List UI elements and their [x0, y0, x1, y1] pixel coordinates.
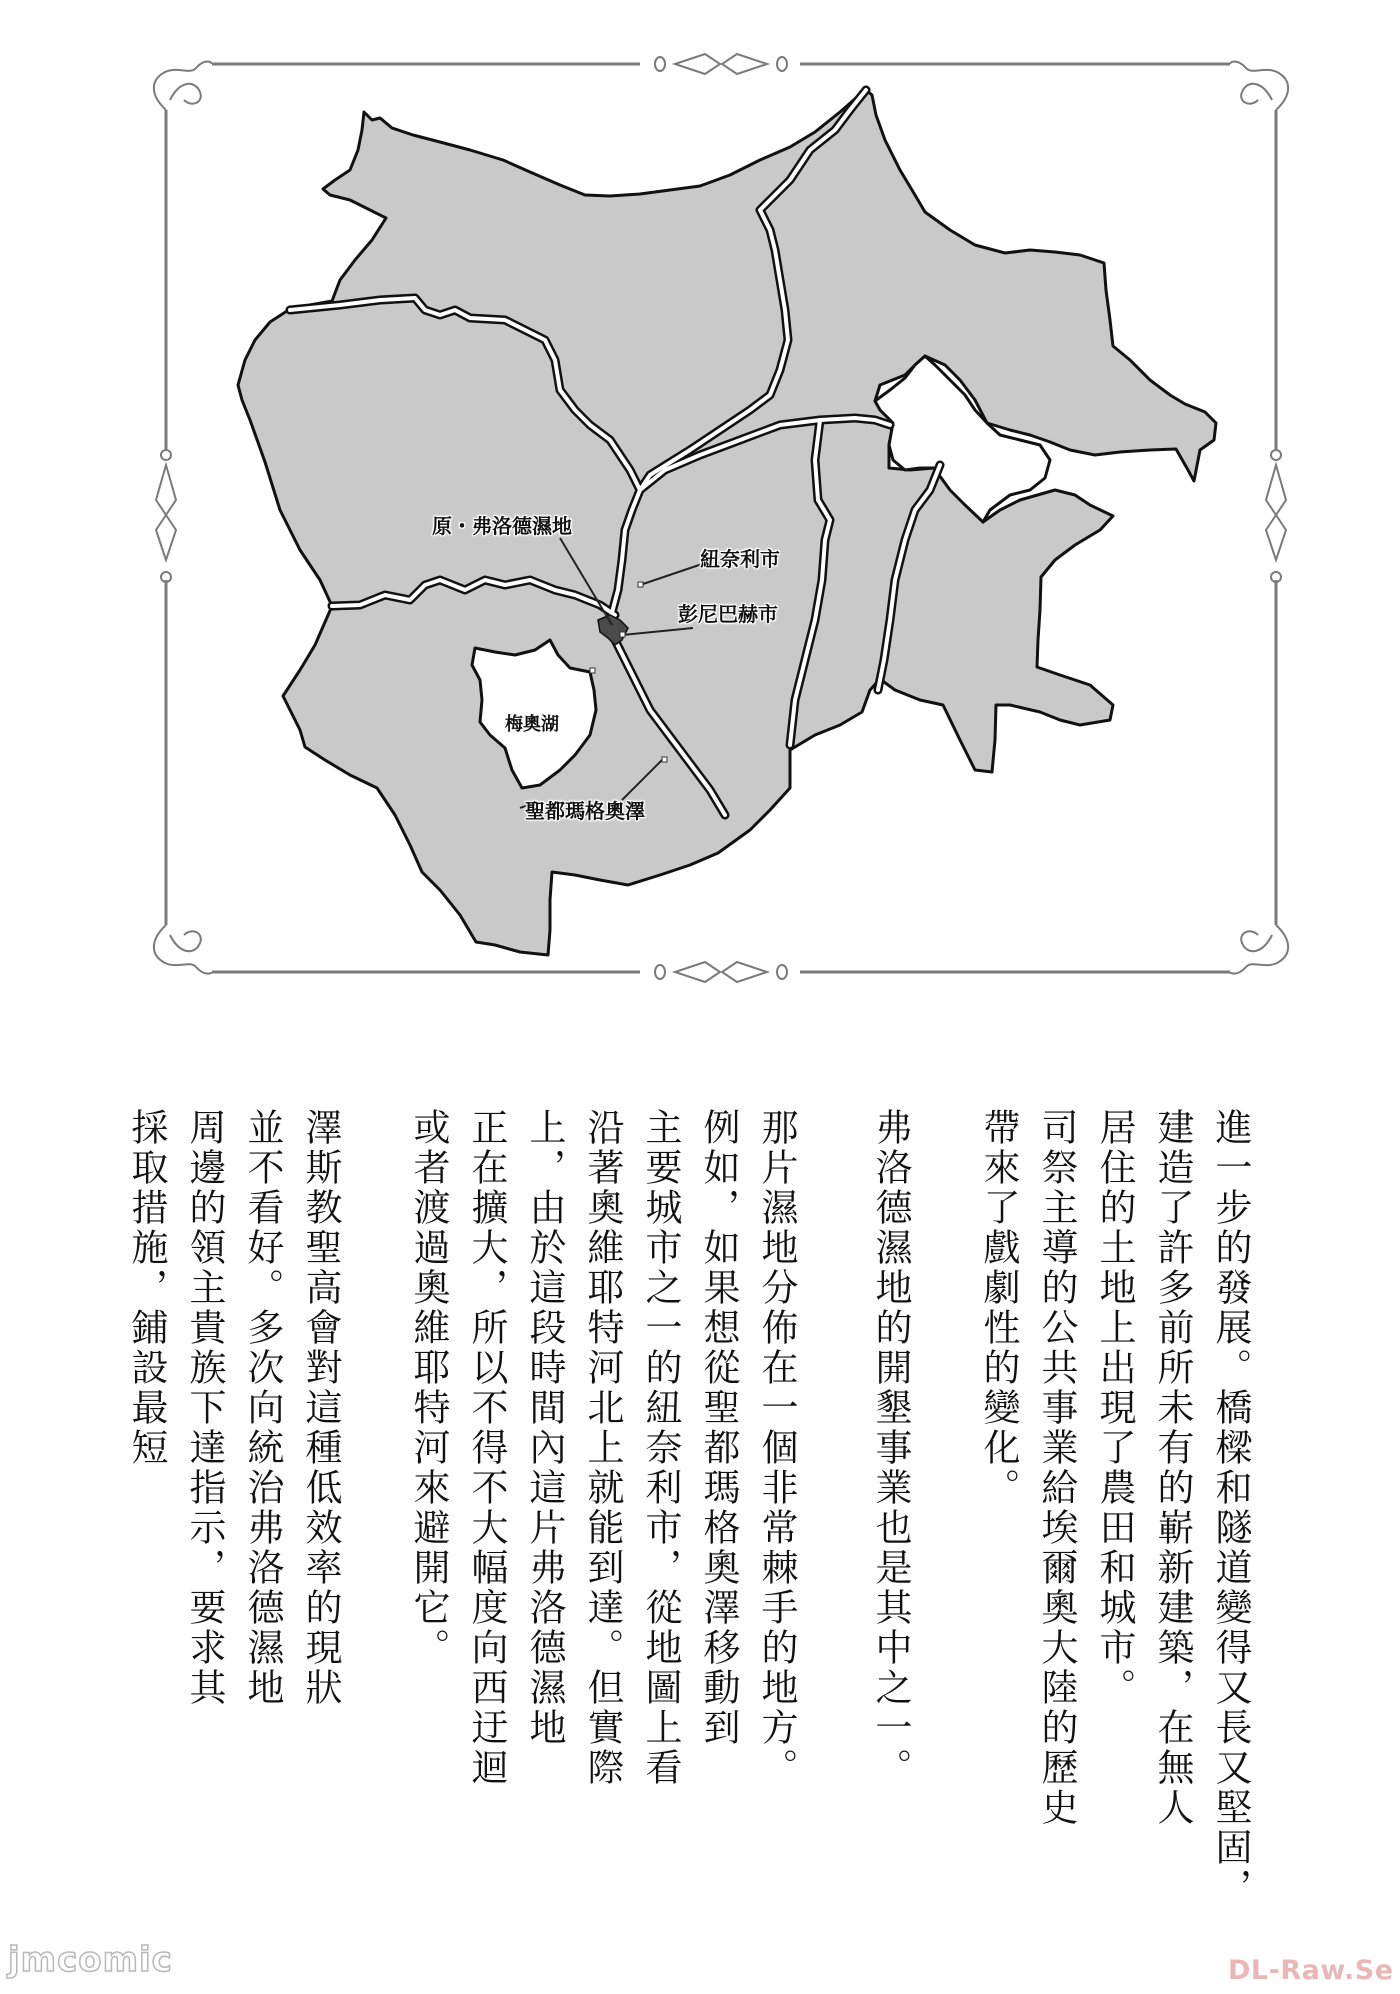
text-column: 或者渡過奧維耶特河來避開它。	[407, 1108, 450, 1668]
text-column: 正在擴大，所以不得不大幅度向西迂迴	[465, 1108, 508, 1788]
text-column: 周邊的領主貴族下達指示，要求其	[183, 1108, 226, 1708]
text-column: 那片濕地分佈在一個非常棘手的地方。	[755, 1108, 798, 1788]
text-column: 司祭主導的公共事業給埃爾奧大陸的歷史	[1035, 1108, 1078, 1828]
text-column: 居住的土地上出現了農田和城市。	[1093, 1108, 1136, 1708]
text-column: 例如，如果想從聖都瑪格奧澤移動到	[697, 1108, 740, 1748]
label-pennibach-city: 彭尼巴赫市	[678, 602, 778, 626]
text-column: 澤斯教聖高會對這種低效率的現狀	[299, 1108, 342, 1708]
label-holy-city: 聖都瑪格奧澤	[525, 799, 645, 823]
continent-landmass	[238, 90, 1216, 955]
text-column: 進一步的發展。橋樑和隧道變得又長又堅固，	[1209, 1108, 1252, 1908]
text-column: 建造了許多前所未有的嶄新建築，在無人	[1151, 1108, 1194, 1828]
text-column: 採取措施，鋪設最短	[125, 1108, 168, 1468]
text-column: 弗洛德濕地的開墾事業也是其中之一。	[869, 1108, 912, 1788]
text-column: 主要城市之一的紐奈利市，從地圖上看	[639, 1108, 682, 1788]
label-newtown-city: 紐奈利市	[700, 547, 780, 571]
watermark-dlraw: DL-Raw.Se	[1228, 1955, 1394, 1986]
text-column: 帶來了戲劇性的變化。	[977, 1108, 1020, 1508]
label-former-fludd-wetland: 原・弗洛德濕地	[432, 514, 572, 538]
text-column: 上，由於這段時間內這片弗洛德濕地	[523, 1108, 566, 1748]
text-column: 並不看好。多次向統治弗洛德濕地	[241, 1108, 284, 1708]
label-lake-meo: 梅奧湖	[505, 714, 559, 735]
vertical-text-body	[0, 1108, 1400, 1908]
text-column: 沿著奧維耶特河北上就能到達。但實際	[581, 1108, 624, 1788]
watermark-jmcomic: jmcomic	[8, 1940, 173, 1980]
